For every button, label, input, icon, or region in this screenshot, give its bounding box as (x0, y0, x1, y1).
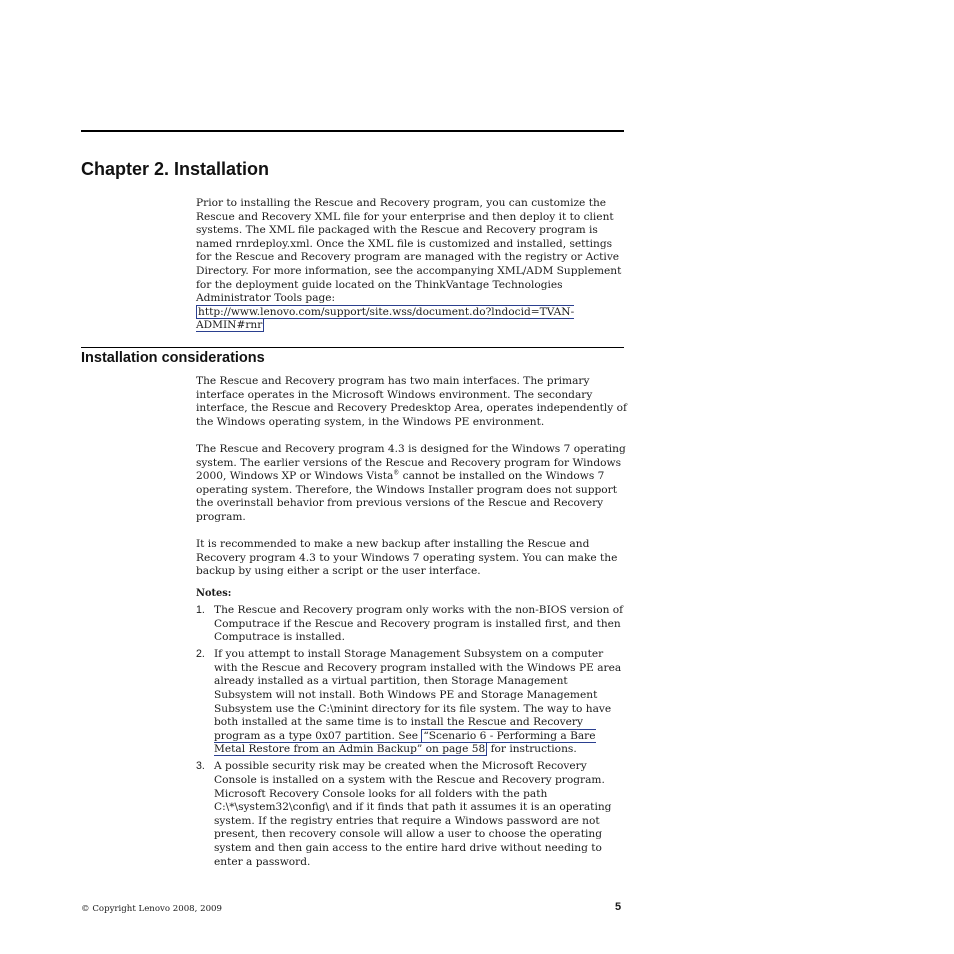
scenario-6-link[interactable]: “Scenario 6 - Performing a Bare Metal Restore from an Admin Backup” on page 58 (214, 729, 596, 756)
chapter-top-rule (81, 130, 624, 132)
page-number: 5 (615, 901, 622, 913)
windows7-text-before: The Rescue and Recovery program 4.3 is designed for the Windows 7 operating system. The earlier versions of the Rescue and Recovery program for Windows 2000, Windows XP or Windows Vista (196, 442, 626, 483)
backup-paragraph: It is recommended to make a new backup after installing the Rescue and Recovery program 4.3 to your Windows 7 operating system. You can make the backup by using either a script or the user interface. (196, 538, 618, 578)
notes-list (196, 604, 628, 869)
admin-tools-link[interactable]: http://www.lenovo.com/support/site.wss/document.do?lndocid=TVAN-ADMIN#rnr (196, 305, 575, 332)
section-body (196, 375, 628, 873)
registered-mark: ® (393, 469, 400, 477)
note-number: 2. (196, 648, 205, 661)
section-rule (81, 347, 624, 348)
intro-text: Prior to installing the Rescue and Recovery program, you can customize the Rescue and Recovery XML file for your enterprise and then deploy it to client systems. The XML file packaged with the Rescue and Recovery program is named rnrdeploy.xml. Once the XML file is customized and installed, settings for the Rescue and Recovery program are managed with the registry or Active Directory. For more information, see the accompanying XML/ADM Supplement for the deployment guide located on the ThinkVantage Technologies Administrator Tools page: (196, 197, 622, 305)
footer-copyright: © Copyright Lenovo 2008, 2009 (81, 904, 222, 914)
section-title: Installation considerations (81, 350, 265, 366)
note-text: A possible security risk may be created when the Microsoft Recovery Console is installed on a system with the Rescue and Recovery program. Microsoft Recovery Console looks for all folders with the path C:\*\system32\config\ and if it finds that path it assumes it is an operating system. If the registry entries that require a Windows password are not present, then recovery console will allow a user to choose the operating system and then gain access to the entire hard drive without needing to enter a password. (214, 760, 612, 868)
note-number: 3. (196, 760, 205, 773)
note-text: The Rescue and Recovery program only works with the non-BIOS version of Computrace if the Rescue and Recovery program is installed first, and then Computrace is installed. (214, 604, 624, 644)
note-number: 1. (196, 604, 205, 617)
note-text-before: If you attempt to install Storage Management Subsystem on a computer with the Rescue and Recovery program installed with the Windows PE area already installed as a virtual partition, then Storage Management Subsystem will not install. Both Windows PE and Storage Management Subsystem use the C:\minint directory for its file system. The way to have both installed at the same time is to install the Rescue and Recovery program as a type 0x07 partition. See (214, 648, 622, 742)
note-item (196, 648, 628, 757)
interfaces-paragraph: The Rescue and Recovery program has two main interfaces. The primary interface operates in the Microsoft Windows environment. The secondary interface, the Rescue and Recovery Predesktop Area, operates independently of the Windows operating system, in the Windows PE environment. (196, 375, 627, 428)
windows7-text-after: cannot be installed on the Windows 7 operating system. Therefore, the Windows Installer program does not support the overinstall behavior from previous versions of the Rescue and Recovery program. (196, 470, 617, 523)
note-item (196, 604, 628, 645)
chapter-title: Chapter 2. Installation (81, 159, 270, 179)
intro-paragraph (196, 197, 626, 333)
note-text-after: for instructions. (487, 743, 577, 756)
windows7-paragraph (196, 443, 628, 525)
note-item (196, 760, 628, 869)
notes-label: Notes: (196, 587, 232, 599)
